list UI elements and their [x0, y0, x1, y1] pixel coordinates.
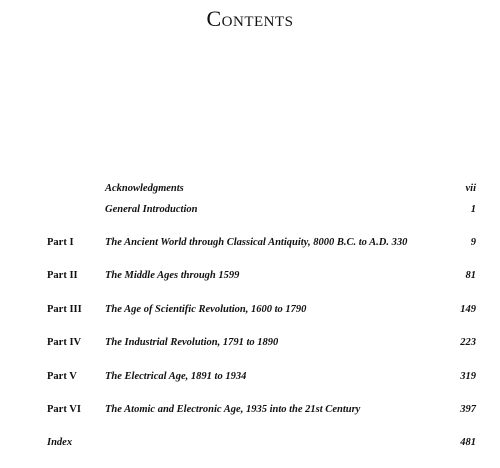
toc-page-number: 1: [470, 204, 476, 215]
toc-part-label: Index: [47, 437, 73, 448]
toc-page-number: 397: [460, 404, 476, 415]
toc-part-label: Part II: [47, 270, 78, 281]
toc-page-number: 481: [460, 437, 476, 448]
toc-row-part-5[interactable]: [0, 369, 500, 385]
toc-entry-title: General Introduction: [105, 204, 198, 215]
toc-page-number: vii: [465, 183, 476, 194]
toc-entry-title: The Ancient World through Classical Antiquity, 8000 B.C. to A.D. 330: [105, 237, 408, 248]
toc-part-label: Part III: [47, 304, 82, 315]
toc-page-number: 223: [460, 337, 476, 348]
toc-page-number: 81: [465, 270, 476, 281]
toc-row-part-3[interactable]: [0, 302, 500, 318]
toc-entry-title: The Atomic and Electronic Age, 1935 into the 21st Century: [105, 404, 361, 415]
toc-row-part-2[interactable]: [0, 268, 500, 284]
toc-page-number: 149: [460, 304, 476, 315]
toc-entry-title: The Industrial Revolution, 1791 to 1890: [105, 337, 279, 348]
toc-row-general-introduction[interactable]: [0, 202, 500, 218]
toc-entry-title: The Age of Scientific Revolution, 1600 to 1790: [105, 304, 307, 315]
toc-part-label: Part I: [47, 237, 74, 248]
toc-page-number: 9: [470, 237, 476, 248]
toc-entry-title: The Electrical Age, 1891 to 1934: [105, 371, 247, 382]
toc-row-index[interactable]: [0, 435, 500, 451]
page-title: Contents: [206, 6, 294, 31]
toc-row-part-1[interactable]: [0, 235, 500, 251]
toc-page-number: 319: [460, 371, 476, 382]
toc-part-label: Part V: [47, 371, 77, 382]
toc-row-part-4[interactable]: [0, 335, 500, 351]
toc-part-label: Part IV: [47, 337, 82, 348]
toc-row-acknowledgments[interactable]: [0, 181, 500, 197]
toc-entry-title: The Middle Ages through 1599: [105, 270, 240, 281]
toc-row-part-6[interactable]: [0, 402, 500, 418]
toc-entry-title: Acknowledgments: [105, 183, 184, 194]
toc-part-label: Part VI: [47, 404, 81, 415]
